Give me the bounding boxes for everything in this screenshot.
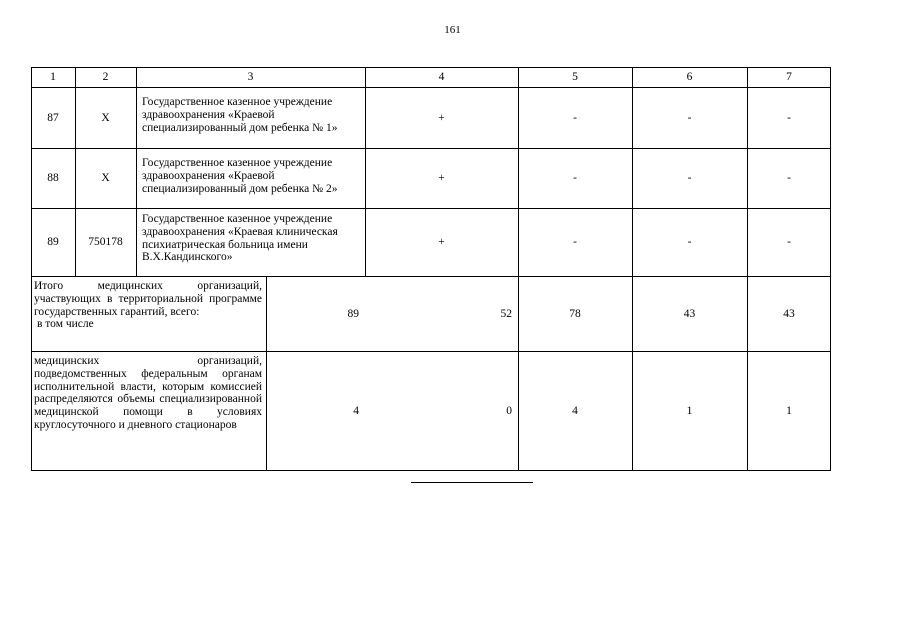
row-value-col-4: + — [438, 172, 445, 185]
row-value-col-7: - — [787, 111, 791, 124]
total-value-col-7: 43 — [683, 307, 696, 320]
federal-value-col-7: 1 — [686, 404, 693, 417]
row-value-col-7: - — [787, 236, 791, 249]
row-value-col-4: + — [438, 236, 445, 249]
header-cell-col-2: 2 — [102, 71, 109, 84]
organizations-table — [31, 67, 831, 471]
total-label: Итого медицинских организаций, участвующих в территориальной программе государственных гарантий, всего: — [34, 280, 262, 318]
organization-name: Государственное казенное учреждение здравоохранения «Краевая клиническая психиатрическая больница имени В.Х.Кандинского» — [142, 213, 338, 264]
row-number: 89 — [47, 236, 59, 249]
total-value-col-8: 43 — [783, 307, 795, 320]
row-value-col-6: - — [687, 236, 692, 249]
row-value-col-5: - — [573, 172, 577, 185]
page-number: 161 — [444, 24, 461, 36]
row-value-col-5: - — [573, 236, 577, 249]
federal-value-col-5: 0 — [506, 404, 512, 417]
row-value-col-4: + — [438, 111, 445, 124]
federal-label: медицинских организаций, подведомственных федеральным органам исполнительной власти, которым комиссией распределяются объемы специализированной медицинской помощи в условиях круглосуточного и дневного стационаров — [34, 355, 262, 431]
total-value-col-6: 78 — [569, 307, 581, 320]
total-sublabel: в том числе — [37, 318, 94, 331]
row-value-col-5: - — [573, 111, 577, 124]
row-value-col-7: - — [787, 172, 791, 185]
row-value-col-6: - — [687, 172, 692, 185]
row-code: X — [101, 172, 110, 185]
row-number: 87 — [47, 111, 59, 124]
header-cell-col-5: 5 — [572, 71, 578, 84]
end-of-document-rule — [411, 482, 533, 483]
federal-value-col-4: 4 — [353, 404, 359, 417]
row-value-col-6: - — [687, 111, 692, 124]
federal-value-col-6: 4 — [572, 404, 578, 417]
header-cell-col-3: 3 — [247, 71, 254, 84]
organization-name: Государственное казенное учреждение здравоохранения «Краевой специализированный дом ребенка № 1» — [142, 96, 338, 134]
total-label-cell — [31, 277, 266, 351]
total-value-col-5: 52 — [500, 307, 512, 320]
row-number: 88 — [47, 172, 59, 185]
row-code: 750178 — [88, 236, 123, 249]
header-cell-col-1: 1 — [50, 71, 56, 84]
total-value-col-4: 89 — [347, 307, 359, 320]
table-border-bottom — [31, 470, 831, 471]
header-cell-col-7: 7 — [786, 71, 792, 84]
header-cell-col-4: 4 — [438, 71, 445, 84]
organization-name: Государственное казенное учреждение здравоохранения «Краевой специализированный дом ребенка № 2» — [142, 157, 338, 195]
header-cell-col-6: 6 — [686, 71, 693, 84]
federal-value-col-8: 1 — [786, 404, 792, 417]
row-code: X — [101, 111, 110, 124]
